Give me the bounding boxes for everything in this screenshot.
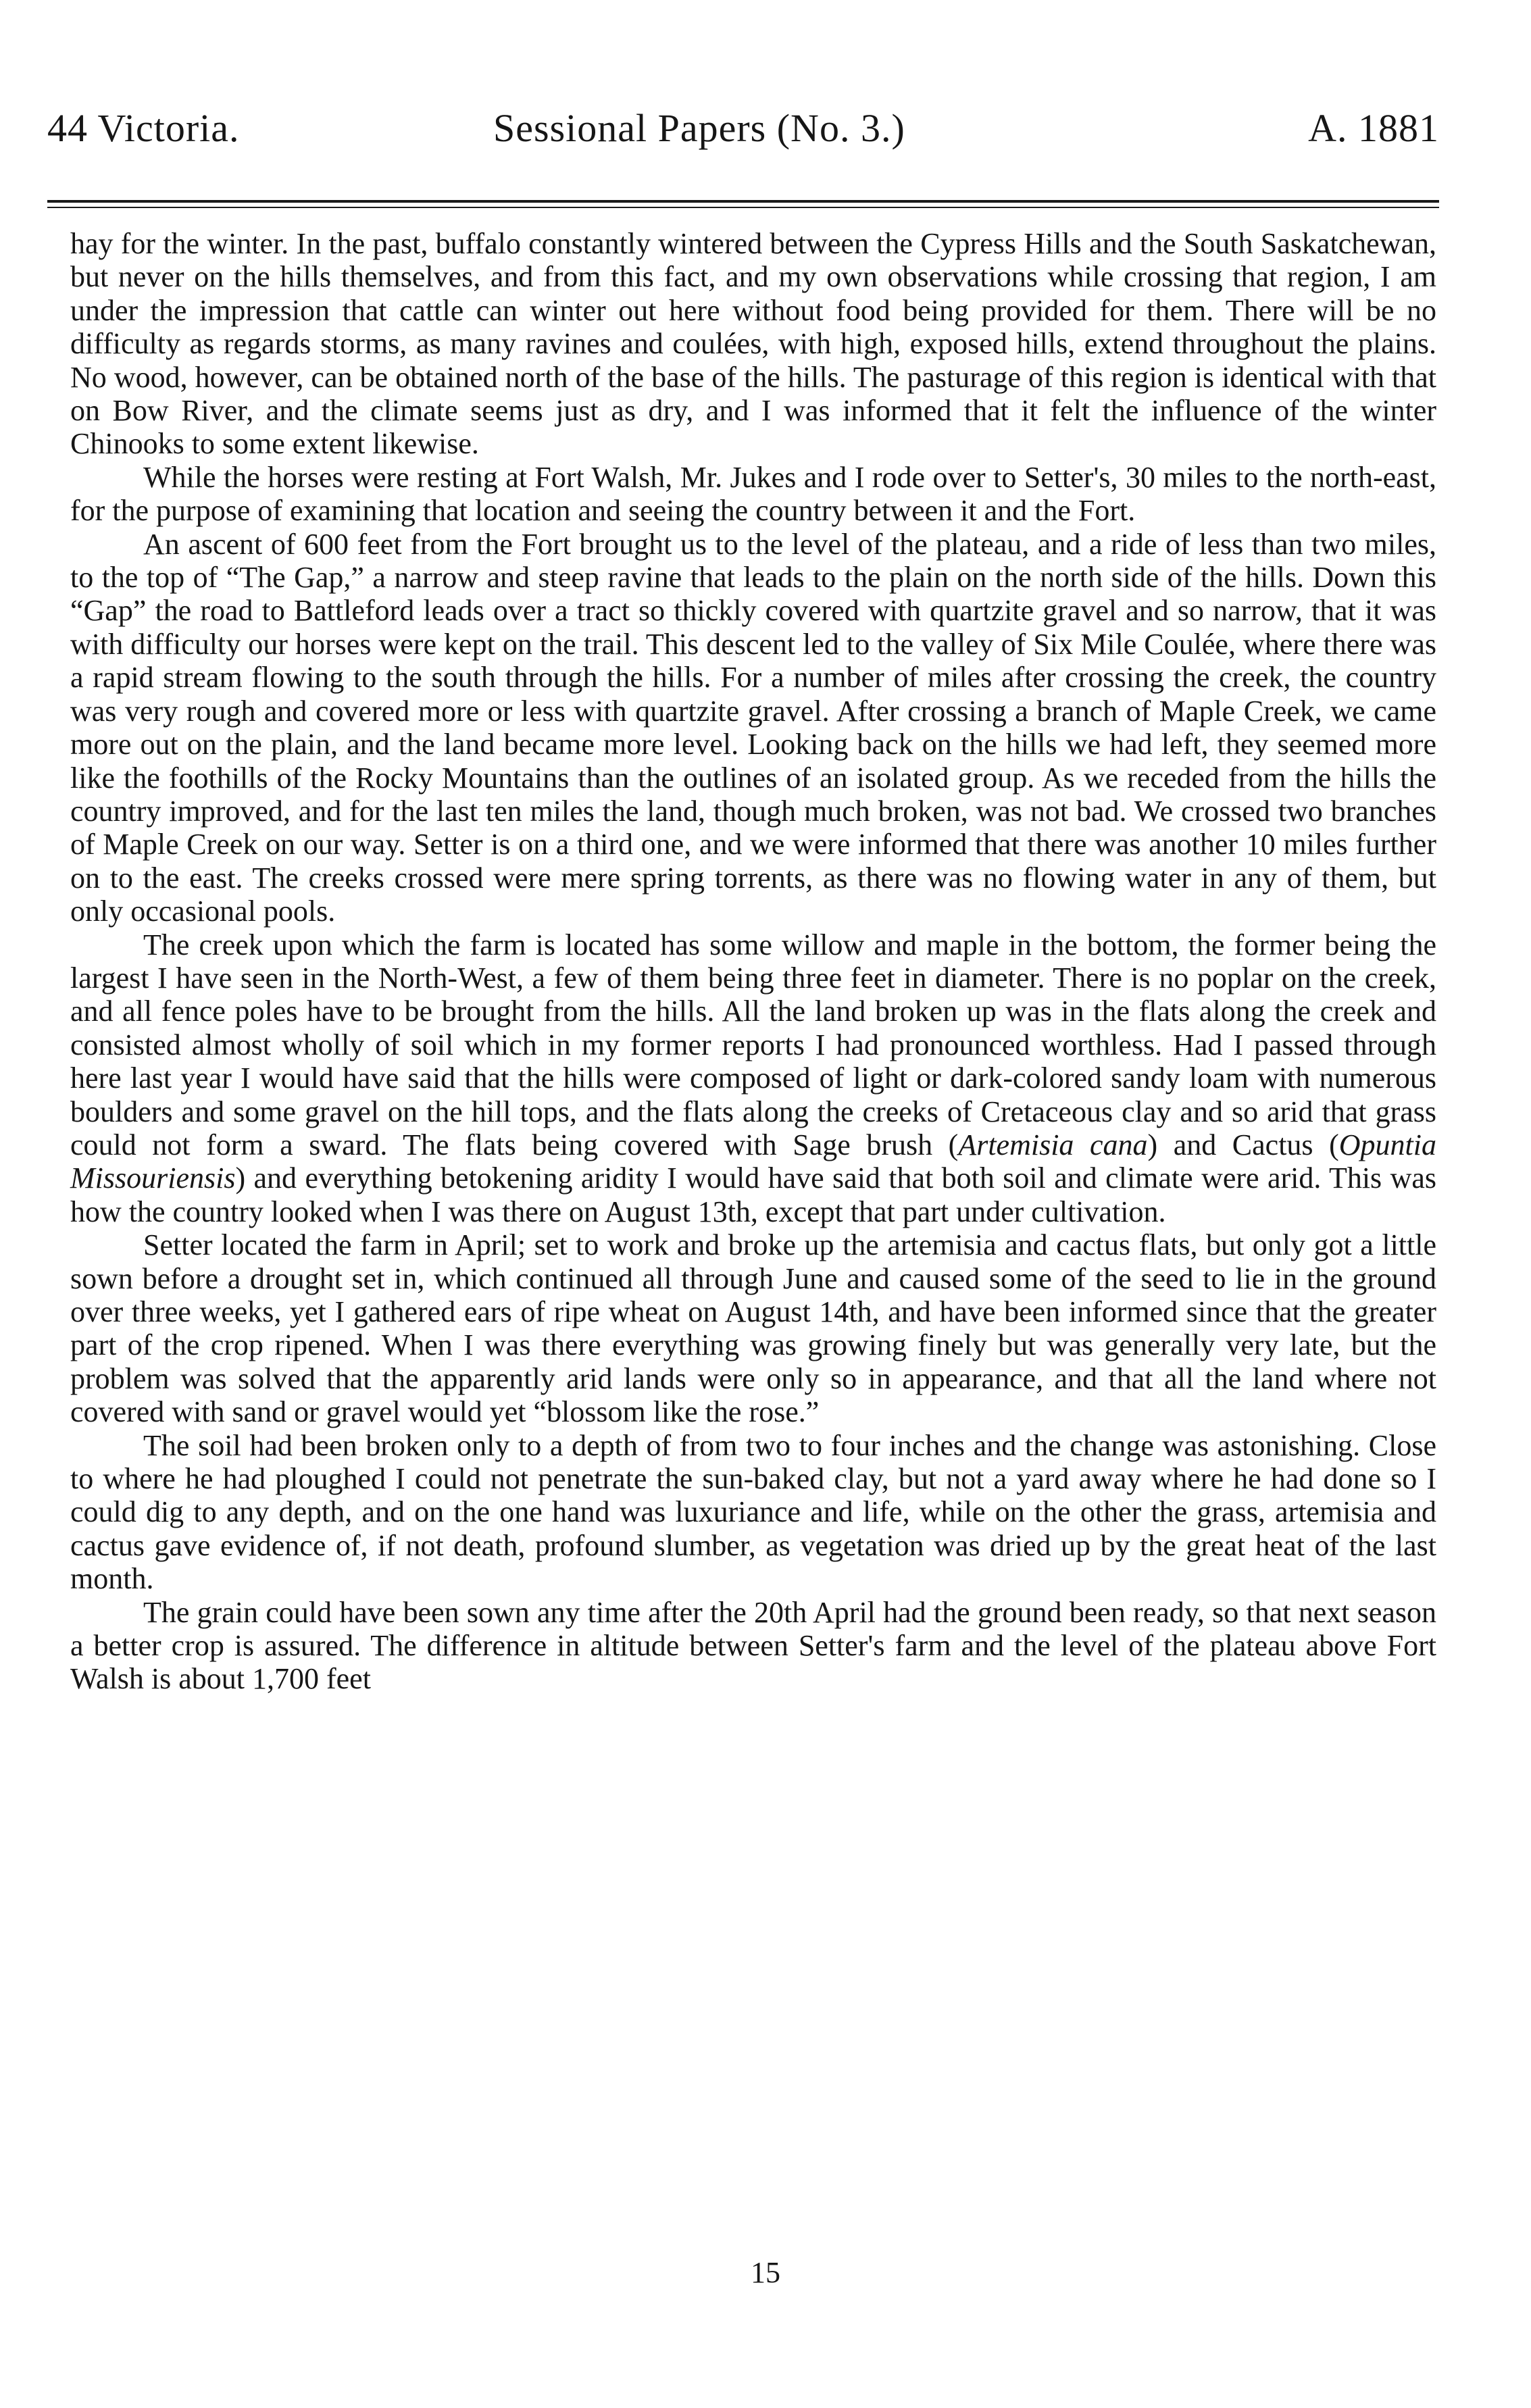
paragraph-4-part-b: ) and Cactus ( (1147, 1128, 1339, 1161)
header-rule-thin (47, 207, 1439, 208)
paragraph-1: hay for the winter. In the past, buffalo constantly wintered between the Cypress Hills and the South Saskatchewan, but never on the hills themselves, and from this fact, and my own observations while crossing that region, I am under the impression that cattle can winter out here without food being provided for them. There will be no difficulty as regards storms, as many ravines and coulées, with high, exposed hills, extend throughout the plains. No wood, however, can be obtained north of the base of the hills. The pasturage of this region is identical with that on Bow River, and the climate seems just as dry, and I was informed that it felt the influence of the winter Chinooks to some extent likewise. (70, 227, 1436, 461)
running-header (47, 101, 1439, 155)
species-artemisia: Artemisia cana (958, 1128, 1148, 1161)
paragraph-5: Setter located the farm in April; set to work and broke up the artemisia and cactus flats, but only got a little sown before a drought set in, which continued all through June and caused some of the seed to lie in the ground over three weeks, yet I gathered ears of ripe wheat on August 14th, and have been informed since that the greater part of the crop ripened. When I was there everything was growing finely but was generally very late, but the problem was solved that the apparently arid lands were only so in appearance, and that all the land where not covered with sand or gravel would yet “blossom like the rose.” (70, 1228, 1436, 1429)
species-opuntia: Opuntia Missouriensis (70, 1128, 1436, 1195)
header-session: 44 Victoria. (47, 106, 240, 150)
paragraph-7: The grain could have been sown any time after the 20th April had the ground been ready, so that next season a better crop is assured. The difference in altitude between Setter's farm and the level of the plateau above Fort Walsh is about 1,700 feet (70, 1595, 1436, 1696)
paragraph-3: An ascent of 600 feet from the Fort brought us to the level of the plateau, and a ride of less than two miles, to the top of “The Gap,” a narrow and steep ravine that leads to the plain on the north side of the hills. Down this “Gap” the road to Battleford leads over a tract so thickly covered with quartzite gravel and so narrow, that it was with difficulty our horses were kept on the trail. This descent led to the valley of Six Mile Coulée, where there was a rapid stream flowing to the south through the hills. For a number of miles after crossing the creek, the country was very rough and covered more or less with quartzite gravel. After crossing a branch of Maple Creek, we came more out on the plain, and the land became more level. Looking back on the hills we had left, they seemed more like the foothills of the Rocky Mountains than the outlines of an isolated group. As we receded from the hills the country improved, and for the last ten miles the land, though much broken, was not bad. We crossed two branches of Maple Creek on our way. Setter is on a third one, and we were informed that there was another 10 miles further on to the east. The creeks crossed were mere spring torrents, as there was no flowing water in any of them, but only occasional pools. (70, 527, 1436, 928)
header-title: Sessional Papers (No. 3.) (493, 106, 905, 150)
paragraph-6: The soil had been broken only to a depth of from two to four inches and the change was astonishing. Close to where he had ploughed I could not penetrate the sun-baked clay, but not a yard away where he had done so I could dig to any depth, and on the one hand was luxuriance and life, while on the other the grass, artemisia and cactus gave evidence of, if not death, profound slumber, as vegetation was dried up by the great heat of the last month. (70, 1428, 1436, 1596)
body-text (70, 227, 1436, 1696)
header-year: A. 1881 (1308, 106, 1439, 150)
header-rule-thick (47, 200, 1439, 203)
page-number: 15 (751, 2256, 780, 2289)
paragraph-4 (70, 928, 1436, 1229)
paragraph-4-part-a: The creek upon which the farm is located has some willow and maple in the bottom, the former being the largest I have seen in the North-West, a few of them being three feet in diameter. There is no poplar on the creek, and all fence poles have to be brought from the hills. All the land broken up was in the flats along the creek and consisted almost wholly of soil which in my former reports I had pronounced worthless. Had I passed through here last year I would have said that the hills were composed of light or dark-colored sandy loam with numerous boulders and some gravel on the hill tops, and the flats along the creeks of Cretaceous clay and so arid that grass could not form a sward. The flats being covered with Sage brush ( (70, 928, 1436, 1161)
paragraph-2: While the horses were resting at Fort Walsh, Mr. Jukes and I rode over to Setter's, 30 miles to the north-east, for the purpose of examining that location and seeing the country between it and the Fort. (70, 460, 1436, 528)
paragraph-4-part-c: ) and everything betokening aridity I would have said that both soil and climate were arid. This was how the country looked when I was there on August 13th, except that part under cultivation. (70, 1161, 1436, 1228)
